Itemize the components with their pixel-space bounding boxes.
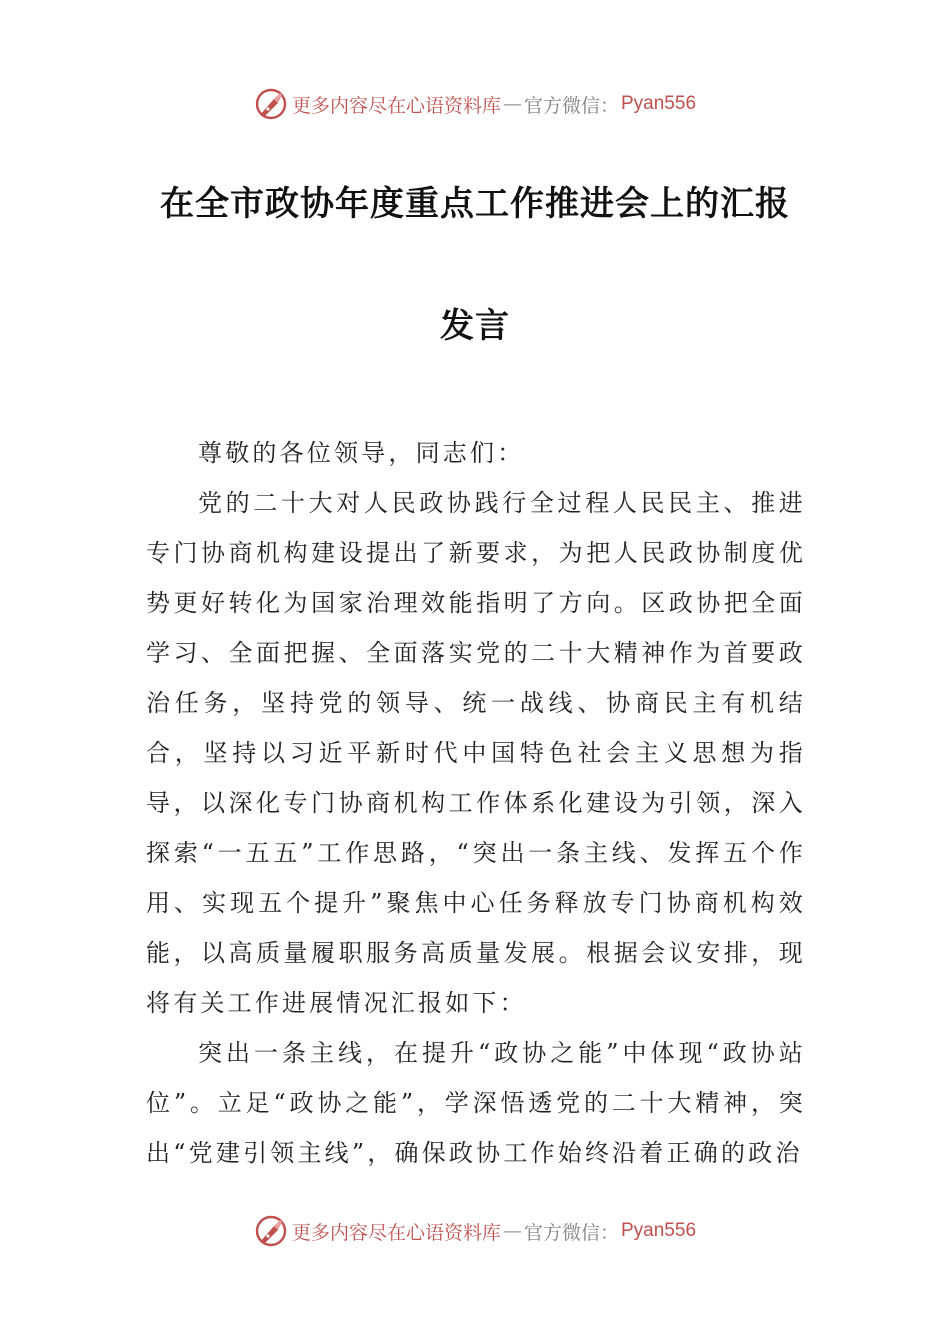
watermark-separator: — [502, 1220, 522, 1242]
watermark-wechat-id: Pyan556 [621, 1220, 697, 1241]
watermark-wechat-id: Pyan556 [621, 93, 697, 114]
body-paragraph-1: 党的二十大对人民政协践行全过程人民民主、推进专门协商机构建设提出了新要求，为把人民政协制度优势更好转化为国家治理效能指明了方向。区政协把全面学习、全面把握、全面落实党的二十大精神作为首要政治任务，坚持党的领导、统一战线、协商民主有机结合，坚持以习近平新时代中国特色社会主义思想为指导，以深化专门协商机构工作体系化建设为引领，深入探索“一五五”工作思路，“突出一条主线、发挥五个作用、实现五个提升”聚焦中心任务释放专门协商机构效能，以高质量履职服务高质量发展。根据会议安排，现将有关工作进展情况汇报如下： [146, 489, 806, 1017]
watermark-official-label: 官方微信： [523, 1221, 619, 1244]
watermark-site-text: 更多内容尽在心语资料库 [291, 94, 501, 117]
salutation: 尊敬的各位领导，同志们： [198, 439, 525, 467]
document-body [146, 428, 806, 1178]
pen-nib-circle-icon [254, 1214, 288, 1248]
pen-nib-circle-icon [254, 87, 288, 121]
document-title-line-1: 在全市政协年度重点工作推进会上的汇报 [160, 184, 790, 224]
body-paragraph-2: 突出一条主线，在提升“政协之能”中体现“政协站位”。立足“政协之能”，学深悟透党的二十大精神，突出“党建引领主线”，确保政协工作始终沿着正确的政治 [146, 1039, 806, 1167]
header-watermark [0, 84, 950, 124]
watermark-separator: — [502, 93, 522, 115]
document-title-line-2: 发言 [440, 306, 510, 346]
watermark-official-label: 官方微信： [523, 94, 619, 117]
footer-watermark [0, 1211, 950, 1251]
watermark-site-text: 更多内容尽在心语资料库 [291, 1221, 501, 1244]
